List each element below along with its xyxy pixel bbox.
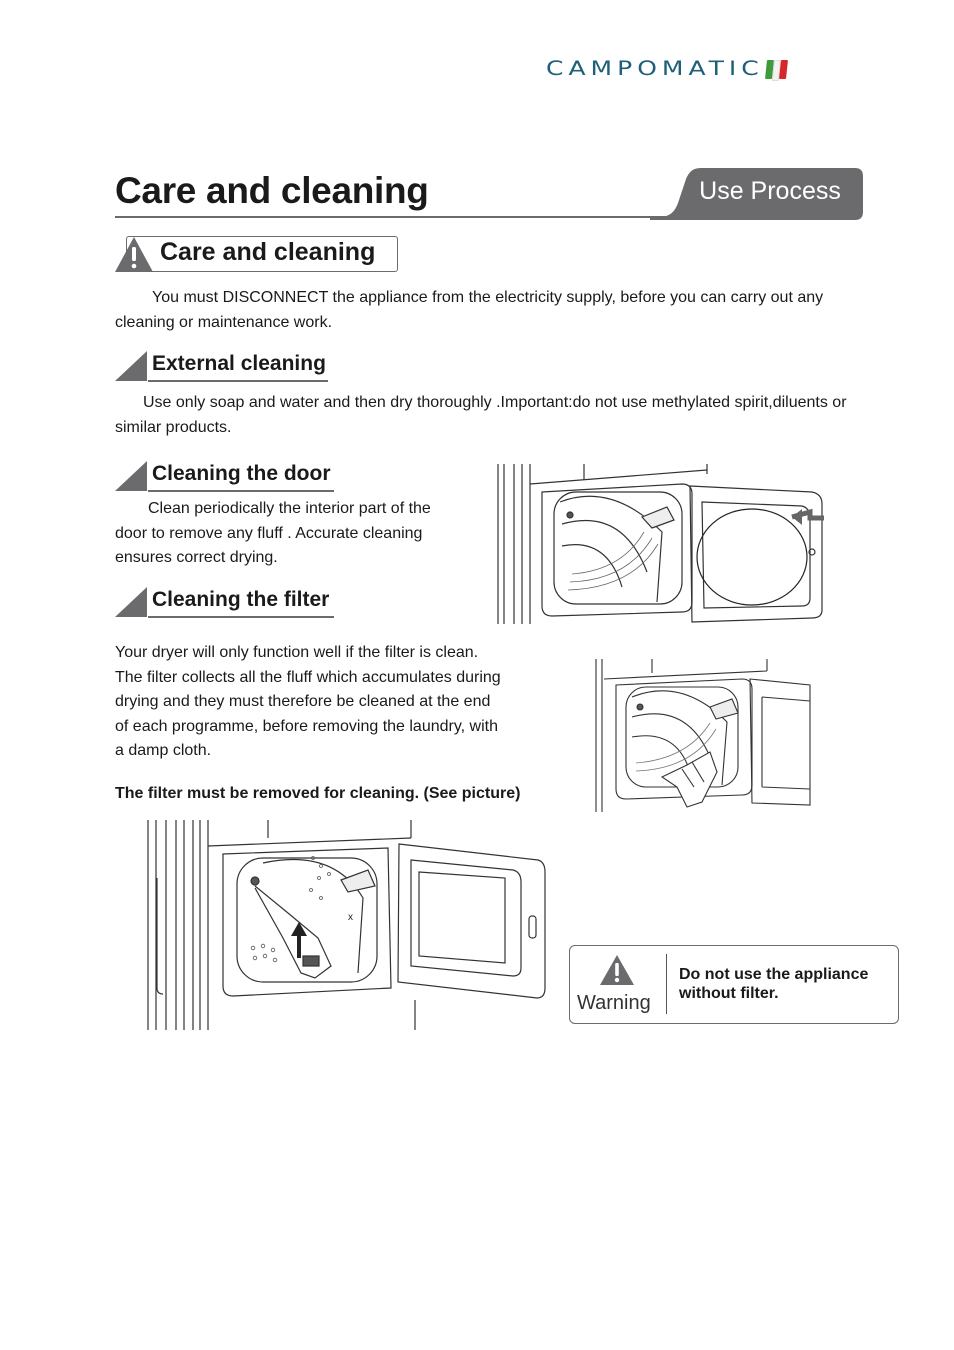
heading-underline xyxy=(148,616,334,618)
filter-text-line: The filter collects all the fluff which accumulates during xyxy=(115,668,501,686)
filter-cleaning-heading xyxy=(114,586,334,618)
door-cleaning-illustration xyxy=(492,462,837,627)
section-triangle-icon xyxy=(114,586,148,618)
filter-cleaning-paragraph xyxy=(115,641,545,764)
door-cleaning-paragraph: Clean periodically the interior part of the door to remove any fluff . Accurate cleaning ensures correct drying. xyxy=(115,500,431,566)
warning-message xyxy=(679,965,868,1003)
warning-message-line: without filter. xyxy=(679,985,779,1002)
filter-text-line: drying and they must therefore be cleaned at the end xyxy=(115,693,491,710)
section-triangle-icon xyxy=(114,460,148,492)
filter-wiping-illustration xyxy=(592,657,832,817)
warning-triangle-icon xyxy=(599,954,635,986)
care-cleaning-heading-text: Care and cleaning xyxy=(160,238,376,266)
brand-name: CAMPOMATIC xyxy=(546,57,764,80)
door-cleaning-heading-text: Cleaning the door xyxy=(152,462,331,485)
heading-underline xyxy=(148,380,328,382)
brand-logo xyxy=(546,56,787,82)
warning-message-line: Do not use the appliance xyxy=(679,966,869,983)
section-tab-label: Use Process xyxy=(699,177,841,205)
disconnect-paragraph: You must DISCONNECT the appliance from the electricity supply, before you can carry out any cleaning or maintenance work. xyxy=(115,289,824,331)
warning-triangle-icon xyxy=(114,236,154,273)
page-title: Care and cleaning xyxy=(115,170,429,211)
filter-removal-illustration xyxy=(143,818,548,1033)
door-cleaning-heading xyxy=(114,460,334,492)
callout-divider xyxy=(666,954,667,1014)
warning-callout xyxy=(569,945,899,1024)
filter-removal-note: The filter must be removed for cleaning. (See picture) xyxy=(115,785,521,802)
external-cleaning-heading xyxy=(114,350,328,382)
warning-label: Warning xyxy=(577,992,651,1014)
filter-text-line: a damp cloth. xyxy=(115,742,212,759)
italian-flag-icon xyxy=(765,60,788,79)
title-divider xyxy=(115,216,675,218)
filter-text-line: Your dryer will only function well if the filter is clean. xyxy=(115,644,479,661)
svg-text:x: x xyxy=(348,912,353,923)
section-triangle-icon xyxy=(114,350,148,382)
heading-underline xyxy=(148,490,334,492)
external-cleaning-paragraph: Use only soap and water and then dry thoroughly .Important:do not use methylated spirit,diluents or similar products. xyxy=(115,394,847,436)
filter-text-line: of each programme, before removing the laundry, with xyxy=(115,717,499,735)
care-cleaning-heading xyxy=(114,236,398,272)
filter-cleaning-heading-text: Cleaning the filter xyxy=(152,588,330,611)
external-cleaning-heading-text: External cleaning xyxy=(152,352,326,375)
